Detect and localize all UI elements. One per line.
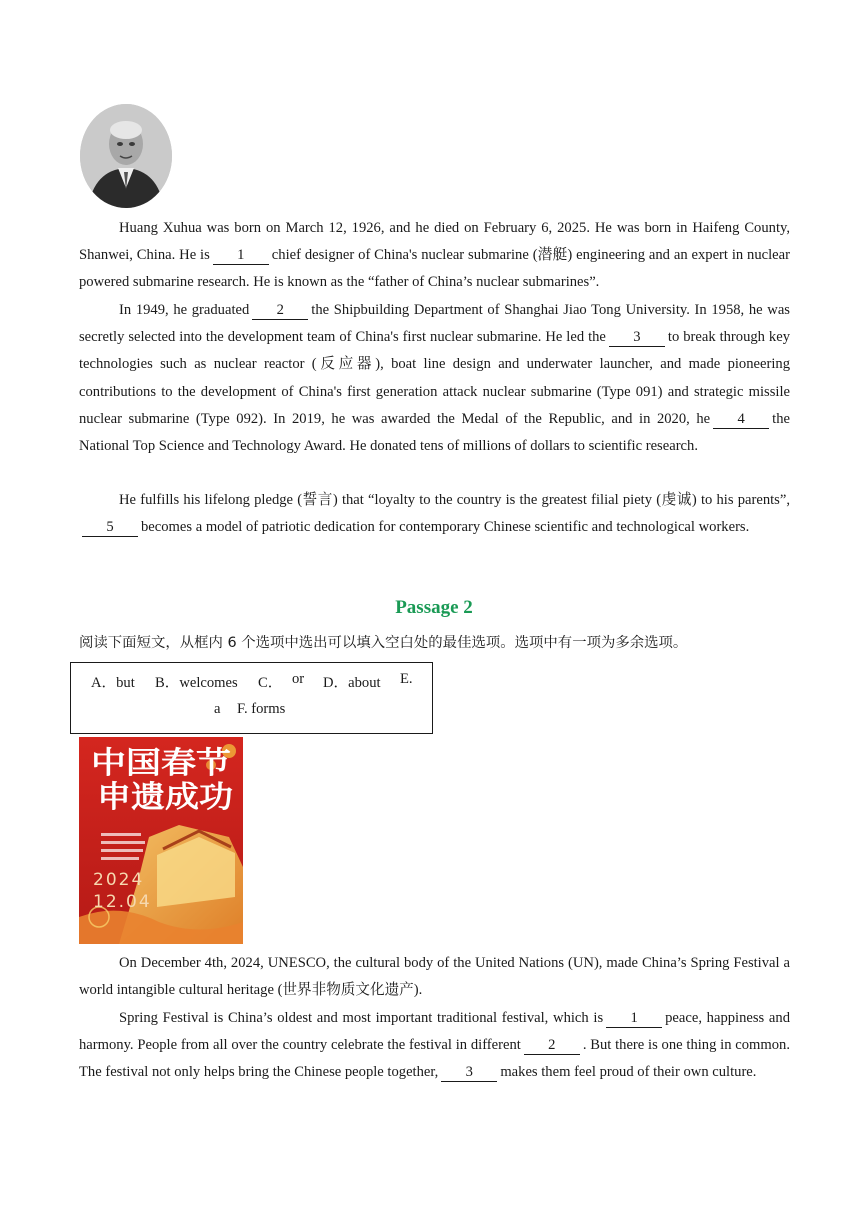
passage1-p2-text-4: the National Top Science and Technology Award. He donated tens of millions of dollars to scientific research.: [79, 410, 790, 455]
options-box: [70, 662, 433, 734]
blank-5[interactable]: 5: [82, 519, 138, 537]
passage2-paragraph-2: [79, 1005, 790, 1087]
poster-graphic: [79, 737, 243, 944]
passage2-p2-text-2: peace, happiness and harmony. People from all over the country celebrate the festival in different: [79, 1010, 790, 1054]
option-d[interactable]: D．about: [323, 675, 381, 691]
blank-4[interactable]: 4: [713, 411, 769, 429]
option-f[interactable]: F. forms: [237, 701, 286, 717]
spring-festival-poster: [79, 737, 243, 944]
passage1-p3-text-2: becomes a model of patriotic dedication for contemporary Chinese scientific and technological workers.: [141, 519, 750, 536]
passage2-p2-text-1: Spring Festival is China’s oldest and most important traditional festival, which is: [119, 1010, 604, 1026]
portrait-image: [80, 104, 172, 208]
option-a[interactable]: A．but: [91, 675, 135, 691]
passage-2-heading: Passage 2: [395, 597, 473, 618]
passage2-p2-text-4: makes them feel proud of their own culture.: [500, 1064, 757, 1081]
passage2-blank-1[interactable]: 1: [606, 1010, 662, 1028]
passage1-paragraph-3: [79, 487, 790, 541]
poster-year: 2024: [93, 870, 145, 890]
passage1-paragraph-2: [79, 297, 790, 460]
passage1-p2-text-1: In 1949, he graduated: [119, 302, 250, 318]
passage2-p2-text-3: . But there is one thing in common. The festival not only helps bring the Chinese people together,: [79, 1037, 790, 1081]
passage2-blank-2[interactable]: 2: [524, 1037, 580, 1055]
option-c-label[interactable]: C．: [258, 675, 283, 691]
option-e-word: a: [214, 701, 221, 717]
passage2-paragraph-1: On December 4th, 2024, UNESCO, the cultural body of the United Nations (UN), made China’s Spring Festival a world intangible cultural heritage (世界非物质文化遗产).: [79, 955, 790, 999]
blank-3[interactable]: 3: [609, 329, 665, 347]
passage1-p2-text-2: the Shipbuilding Department of Shanghai Jiao Tong University. In 1958, he was secretly selected into the development team of China's first nuclear submarine. He led the: [79, 302, 790, 346]
passage1-paragraph-1: [79, 215, 790, 297]
passage1-p1-text-1: Huang Xuhua was born on March 12, 1926, and he died on February 6, 2025. He was born in Haifeng County, Shanwei, China. He is: [79, 220, 790, 264]
poster-title-line-1: 中国春节: [91, 746, 231, 781]
huang-xuhua-portrait: [80, 104, 172, 208]
option-e-label[interactable]: E.: [400, 671, 413, 687]
passage1-p1-text-2: chief designer of China's nuclear submarine (潜艇) engineering and an expert in nuclear powered submarine research. He is known as the “father of China’s nuclear submarines”.: [79, 247, 790, 291]
passage1-p2-text-3: to break through key technologies such as nuclear reactor (反应器), boat line design and underwater launcher, and made pioneering contributions to the development of China's first generation attack nuclear submarine (Type 091) and strategic missile nuclear submarine (Type 092). In 2019, he was awarded the Medal of the Republic, and in 2020, he: [79, 329, 790, 427]
option-c-word: or: [292, 671, 305, 687]
blank-1[interactable]: 1: [213, 247, 269, 265]
passage2-blank-3[interactable]: 3: [441, 1064, 497, 1082]
poster-date: 12.04: [93, 892, 152, 912]
option-b[interactable]: B．welcomes: [155, 675, 238, 691]
poster-title-line-2: 申遗成功: [97, 780, 233, 815]
passage1-p3-text-1: He fulfills his lifelong pledge (誓言) that “loyalty to the country is the greatest filial piety (虔诚) to his parents”,: [119, 492, 790, 508]
blank-2[interactable]: 2: [252, 302, 308, 320]
passage-2-instruction: 阅读下面短文，从框内 6 个选项中选出可以填入空白处的最佳选项。选项中有一项为多余选项。: [79, 635, 688, 651]
